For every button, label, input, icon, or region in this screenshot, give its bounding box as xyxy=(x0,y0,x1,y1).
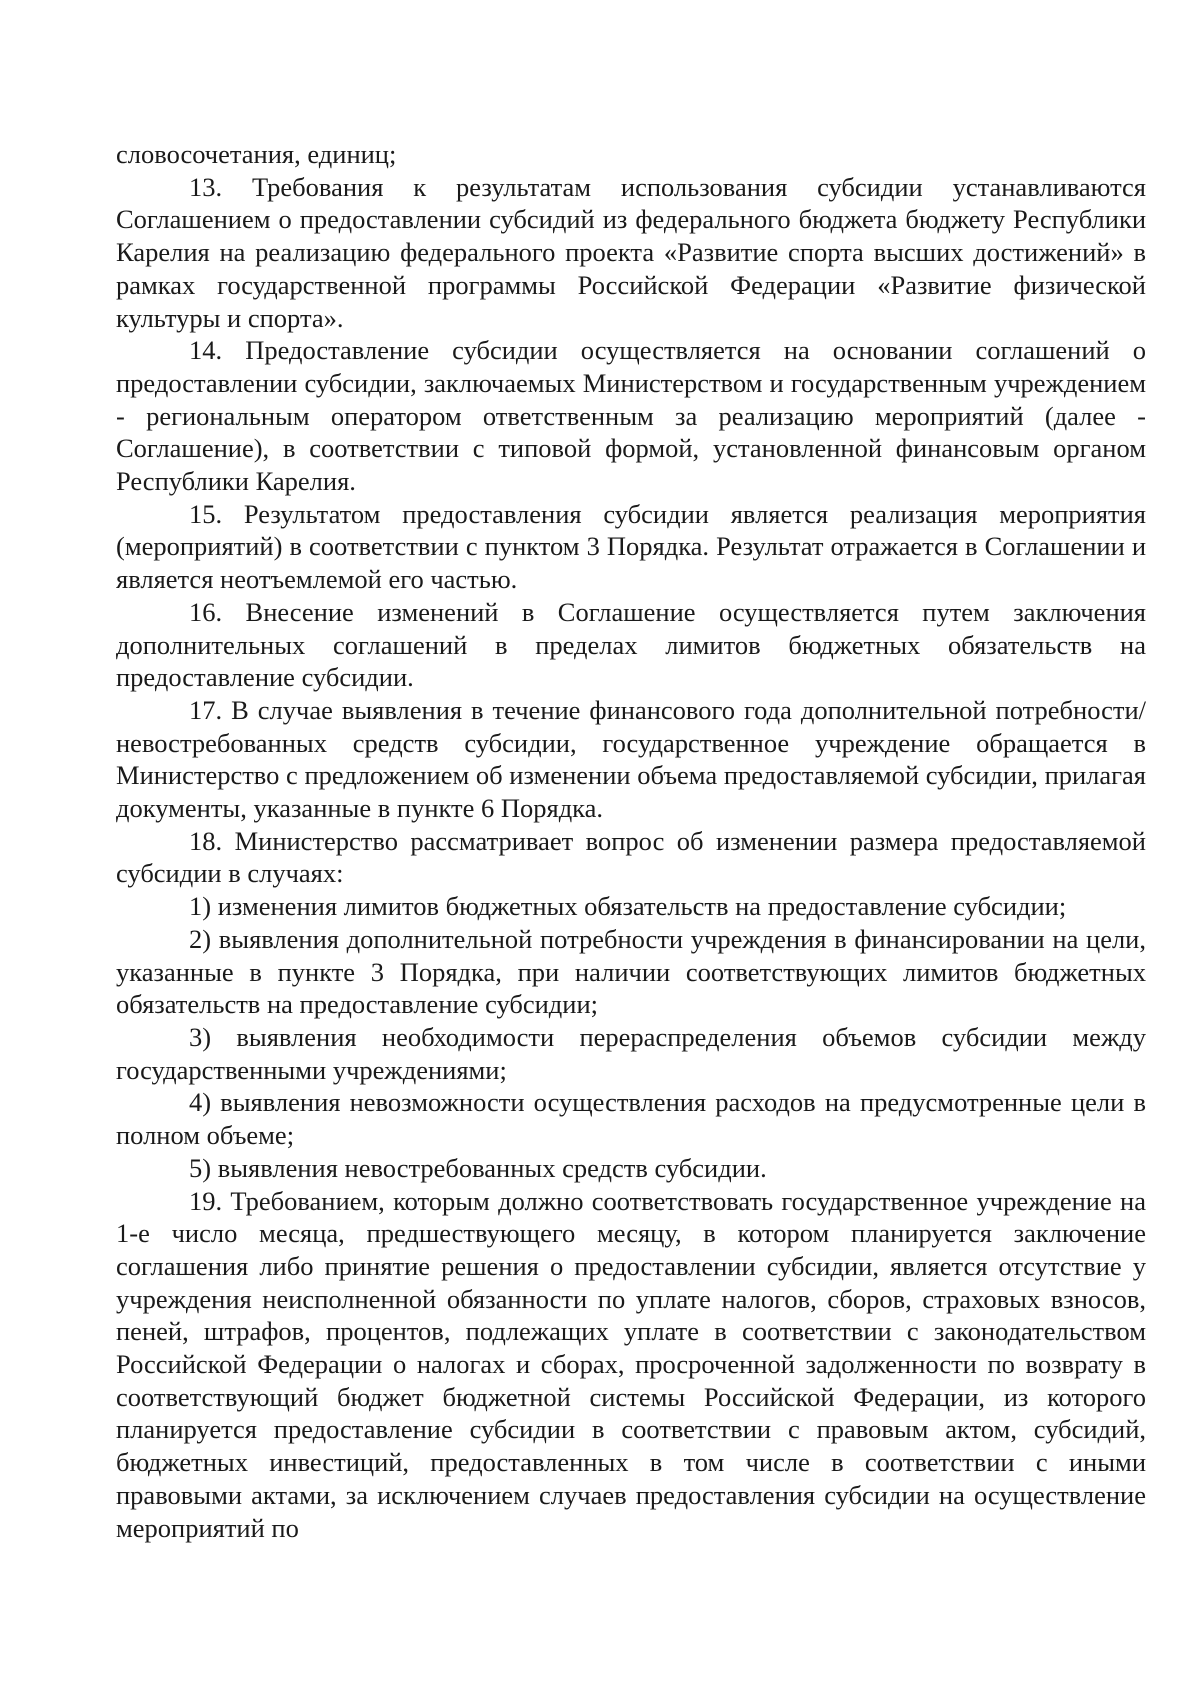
paragraph-16: 16. Внесение изменений в Соглашение осуществляется путем заключения дополнительных соглашений в пределах лимитов бюджетных обязательств на предоставление субсидии. xyxy=(116,596,1146,693)
paragraph-14: 14. Предоставление субсидии осуществляется на основании соглашений о предоставлении субсидии, заключаемых Министерством и государственным учреждением - региональным оператором ответственным за реализацию мероприятий (далее - Соглашение), в соответствии с типовой формой, установленной финансовым органом Республики Карелия. xyxy=(116,335,1146,497)
list-item-18-4: 4) выявления невозможности осуществления расходов на предусмотренные цели в полном объеме; xyxy=(116,1087,1146,1151)
list-item-18-5: 5) выявления невостребованных средств субсидии. xyxy=(189,1152,767,1183)
list-item-18-1: 1) изменения лимитов бюджетных обязательств на предоставление субсидии; xyxy=(189,891,1067,922)
paragraph-19: 19. Требованием, которым должно соответствовать государственное учреждение на 1-е число месяца, предшествующего месяцу, в котором планируется заключение соглашения либо принятие решения о предоставлении субсидии, является отсутствие у учреждения неисполненной обязанности по уплате налогов, сборов, страховых взносов, пеней, штрафов, процентов, подлежащих уплате в соответствии с законодательством Российской Федерации о налогах и сборах, просроченной задолженности по возврату в соответствующий бюджет бюджетной системы Российской Федерации, из которого планируется предоставление субсидии в соответствии с правовым актом, субсидий, бюджетных инвестиций, предоставленных в том числе в соответствии с иными правовыми актами, за исключением случаев предоставления субсидии на осуществление мероприятий по xyxy=(116,1185,1146,1543)
list-item-18-2: 2) выявления дополнительной потребности учреждения в финансировании на цели, указанные в пункте 3 Порядка, при наличии соответствующих лимитов бюджетных обязательств на предоставление субсидии; xyxy=(116,923,1146,1020)
paragraph-17: 17. В случае выявления в течение финансового года дополнительной потребности/невостребованных средств субсидии, государственное учреждение обращается в Министерство с предложением об изменении объема предоставляемой субсидии, прилагая документы, указанные в пункте 6 Порядка. xyxy=(116,694,1146,824)
document-body xyxy=(116,138,1146,1544)
paragraph-13: 13. Требования к результатам использования субсидии устанавливаются Соглашением о предоставлении субсидий из федерального бюджета бюджету Республики Карелия на реализацию федерального проекта «Развитие спорта высших достижений» в рамках государственной программы Российской Федерации «Развитие физической культуры и спорта». xyxy=(116,171,1146,333)
paragraph-18: 18. Министерство рассматривает вопрос об изменении размера предоставляемой субсидии в случаях: xyxy=(116,825,1146,889)
paragraph-15: 15. Результатом предоставления субсидии является реализация мероприятия (мероприятий) в соответствии с пунктом 3 Порядка. Результат отражается в Соглашении и является неотъемлемой его частью. xyxy=(116,498,1146,595)
paragraph-continuation: словосочетания, единиц; xyxy=(116,139,397,169)
list-item-18-3: 3) выявления необходимости перераспределения объемов субсидии между государственными учреждениями; xyxy=(116,1021,1146,1085)
